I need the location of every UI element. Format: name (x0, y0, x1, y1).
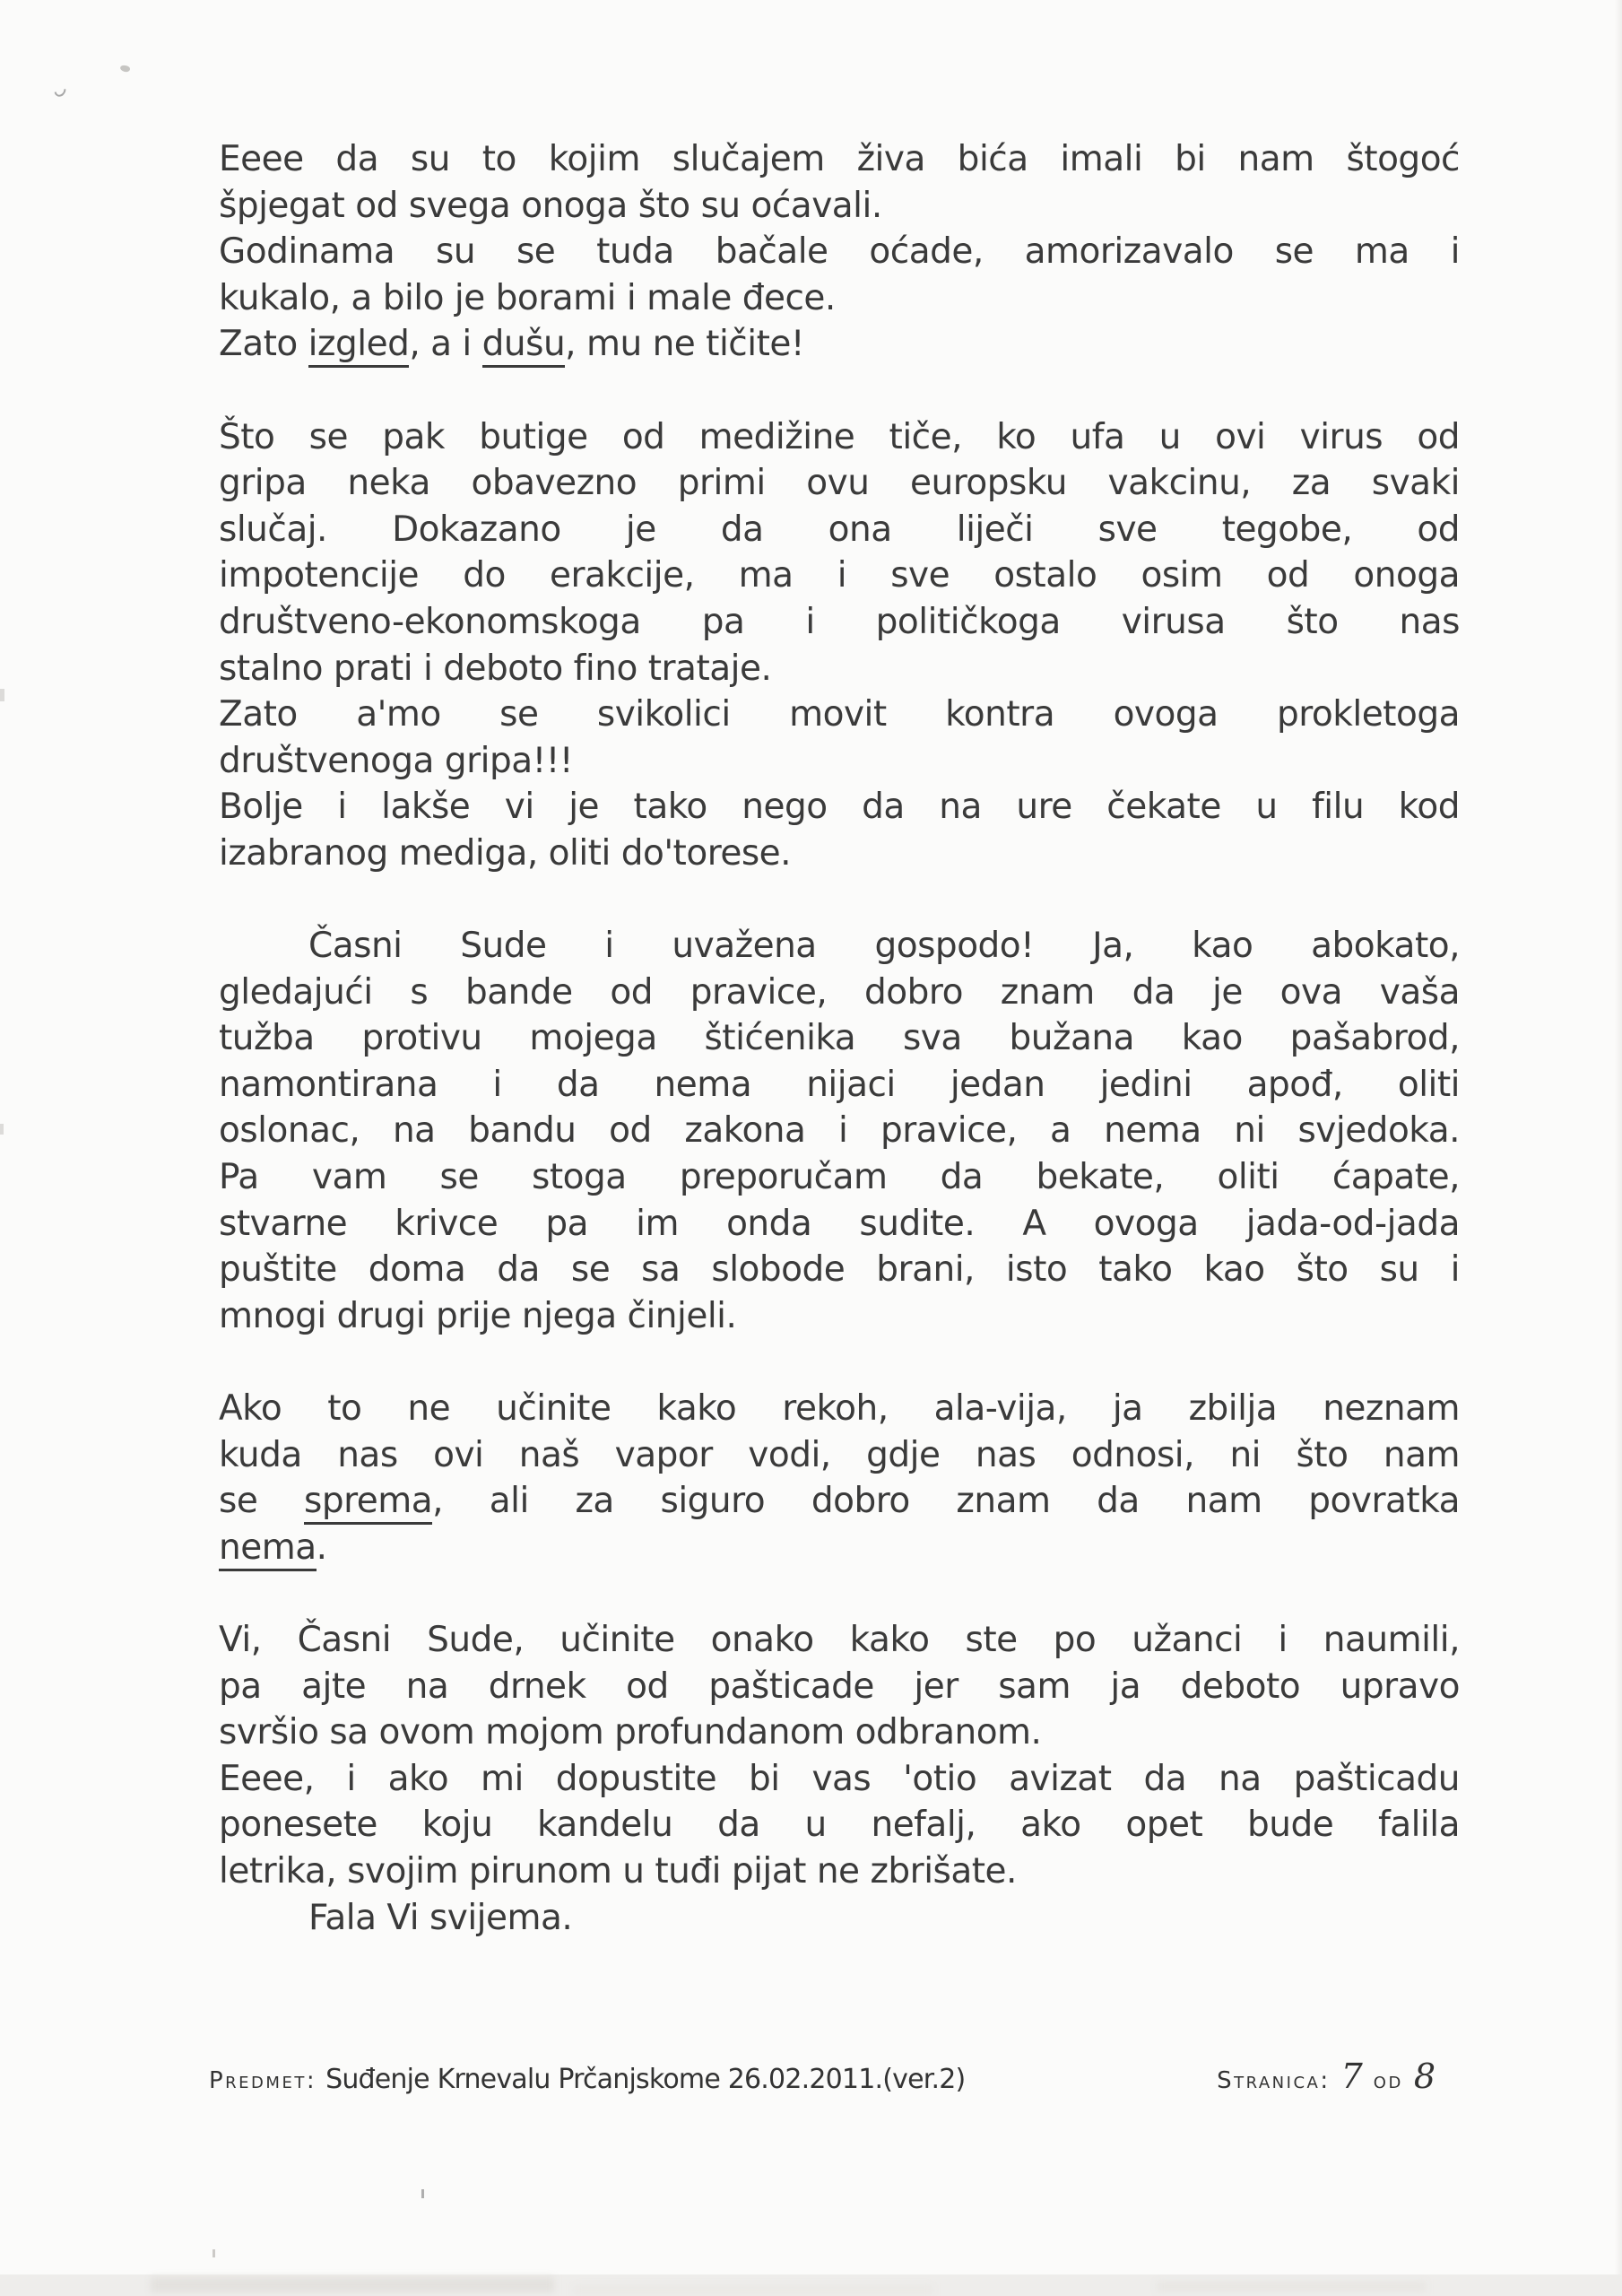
text-line (219, 1617, 1460, 1664)
footer-subject-label: Predmet: (209, 2067, 317, 2094)
footer-page-total: 8 (1413, 2057, 1436, 2096)
text-segment: impotencije do erakcije, ma i sve ostalo osim od onoga (219, 555, 1460, 596)
blank-line (219, 1570, 1460, 1617)
text-line (219, 321, 1460, 368)
text-segment: puštite doma da se sa slobode brani, isto tako kao što su i (219, 1249, 1460, 1291)
text-line (219, 1525, 1460, 1571)
text-line (219, 507, 1460, 553)
text-segment: stvarne krivce pa im onda sudite. A ovoga jada-od-jada (219, 1203, 1460, 1244)
text-line (219, 1015, 1460, 1062)
text-line (219, 183, 1460, 230)
underlined-word: sprema (304, 1481, 432, 1525)
text-line (219, 229, 1460, 275)
text-segment: Pa vam se stoga preporučam da bekate, oliti ćapate, (219, 1157, 1460, 1198)
text-segment: namontirana i da nema nijaci jedan jedini apođ, oliti (219, 1064, 1460, 1105)
text-line (219, 831, 1460, 877)
scan-smudge (574, 2286, 932, 2294)
document-body (219, 136, 1460, 1941)
text-segment: Godinama su se tuda bačale oćade, amorizavalo se ma i (219, 231, 1460, 273)
text-segment: , a i (409, 324, 482, 365)
footer-page-separator: od (1373, 2067, 1403, 2094)
text-segment: gledajući s bande od pravice, dobro znam da je ova vaša (219, 971, 1460, 1013)
text-line (219, 738, 1460, 785)
text-segment: Što se pak butige od medižine tiče, ko ufa u ovi virus od (219, 416, 1460, 457)
scan-speck (421, 2189, 424, 2198)
text-line (219, 599, 1460, 646)
text-segment: Fala Vi svijema. (308, 1897, 573, 1938)
text-line (219, 1848, 1460, 1895)
footer-page-indicator (1217, 2059, 1436, 2094)
text-segment: se (219, 1481, 304, 1522)
text-line (219, 691, 1460, 738)
underlined-word: nema (219, 1527, 317, 1571)
scan-smudge (1157, 2282, 1426, 2292)
text-segment: Časni Sude i uvažena gospodo! Ja, kao abokato, (308, 926, 1460, 967)
text-line (219, 1664, 1460, 1710)
scan-edge-mark (0, 1124, 4, 1135)
text-line (219, 552, 1460, 599)
scan-edge-shadow (1615, 0, 1622, 2296)
scan-smudge (151, 2277, 554, 2292)
text-segment: pa ajte na drnek od pašticade jer sam ja deboto upravo (219, 1665, 1460, 1707)
page-footer (209, 2059, 1436, 2095)
text-line (219, 1709, 1460, 1756)
blank-line (219, 1339, 1460, 1386)
text-segment: kuda nas ovi naš vapor vodi, gdje nas odnosi, ni što nam (219, 1434, 1460, 1475)
footer-page-current: 7 (1340, 2057, 1363, 2096)
text-segment: . (316, 1526, 327, 1568)
text-segment: letrika, svojim pirunom u tuđi pijat ne zbrišate. (219, 1850, 1017, 1892)
text-segment: slučaj. Dokazano je da ona liječi sve tegobe, od (219, 509, 1460, 550)
text-line (219, 136, 1460, 183)
text-segment: oslonac, na bandu od zakona i pravice, a nema ni svjedoka. (219, 1110, 1460, 1152)
text-line (219, 1432, 1460, 1479)
text-segment: Eeee, i ako mi dopustite bi vas 'otio avizat da na pašticadu (219, 1758, 1460, 1799)
text-segment: kukalo, a bilo je borami i male đece. (219, 277, 836, 318)
text-segment: Zato a'mo se svikolici movit kontra ovoga prokletoga (219, 694, 1460, 735)
text-segment: društveno-ekonomskoga pa i političkoga virusa što nas (219, 601, 1460, 642)
text-line (219, 1201, 1460, 1248)
scan-bottom-band (0, 2274, 1622, 2296)
scan-edge-mark (0, 689, 4, 701)
text-line (219, 970, 1460, 1016)
text-segment: svršio sa ovom mojom profundanom odbranom. (219, 1712, 1042, 1753)
text-segment: društvenoga gripa!!! (219, 740, 574, 781)
text-line (219, 1108, 1460, 1154)
text-segment: Zato (219, 324, 308, 365)
footer-page-label: Stranica: (1217, 2067, 1331, 2094)
scan-speck (119, 65, 130, 74)
text-line (219, 1154, 1460, 1201)
text-line (219, 1062, 1460, 1109)
underlined-word: izgled (308, 324, 410, 368)
footer-subject-text: Suđenje Krnevalu Prčanjskome 26.02.2011.(ver.2) (325, 2064, 966, 2095)
text-segment: Eeee da su to kojim slučajem živa bića imali bi nam štogoć (219, 139, 1460, 179)
text-line (219, 1293, 1460, 1340)
text-segment: mnogi drugi prije njega činjeli. (219, 1295, 737, 1336)
text-segment: izabranog mediga, oliti do'torese. (219, 832, 792, 874)
footer-subject (209, 2064, 965, 2095)
text-segment: Bolje i lakše vi je tako nego da na ure čekate u filu kod (219, 787, 1460, 828)
text-line (219, 460, 1460, 507)
blank-line (219, 368, 1460, 414)
text-segment: Vi, Časni Sude, učinite onako kako ste po užanci i naumili, (219, 1620, 1460, 1660)
text-segment: gripa neka obavezno primi ovu europsku vakcinu, za svaki (219, 463, 1460, 504)
scan-speck (52, 83, 68, 99)
text-segment: tužba protivu mojega štićenika sva bužana kao pašabrod, (219, 1018, 1460, 1059)
text-line (219, 784, 1460, 831)
blank-line (219, 877, 1460, 924)
text-line (219, 1802, 1460, 1848)
text-segment: ponesete koju kandelu da u nefalj, ako opet bude falila (219, 1805, 1460, 1846)
text-segment: stalno prati i deboto fino trataje. (219, 648, 772, 689)
text-line (219, 1478, 1460, 1525)
text-line (219, 414, 1460, 461)
text-segment: špjegat od svega onoga što su oćavali. (219, 185, 882, 226)
text-segment: Ako to ne učinite kako rekoh, ala-vija, ja zbilja neznam (219, 1388, 1460, 1430)
text-segment: , ali za siguro dobro znam da nam povratka (432, 1481, 1460, 1522)
text-line (219, 1386, 1460, 1432)
text-line (219, 1756, 1460, 1803)
text-line (219, 1895, 1460, 1942)
underlined-word: dušu (482, 324, 566, 368)
text-line (219, 646, 1460, 692)
text-line (219, 1247, 1460, 1293)
text-line (219, 923, 1460, 970)
text-line (219, 275, 1460, 322)
scan-speck (213, 2249, 215, 2257)
text-segment: , mu ne tičite! (565, 324, 805, 365)
